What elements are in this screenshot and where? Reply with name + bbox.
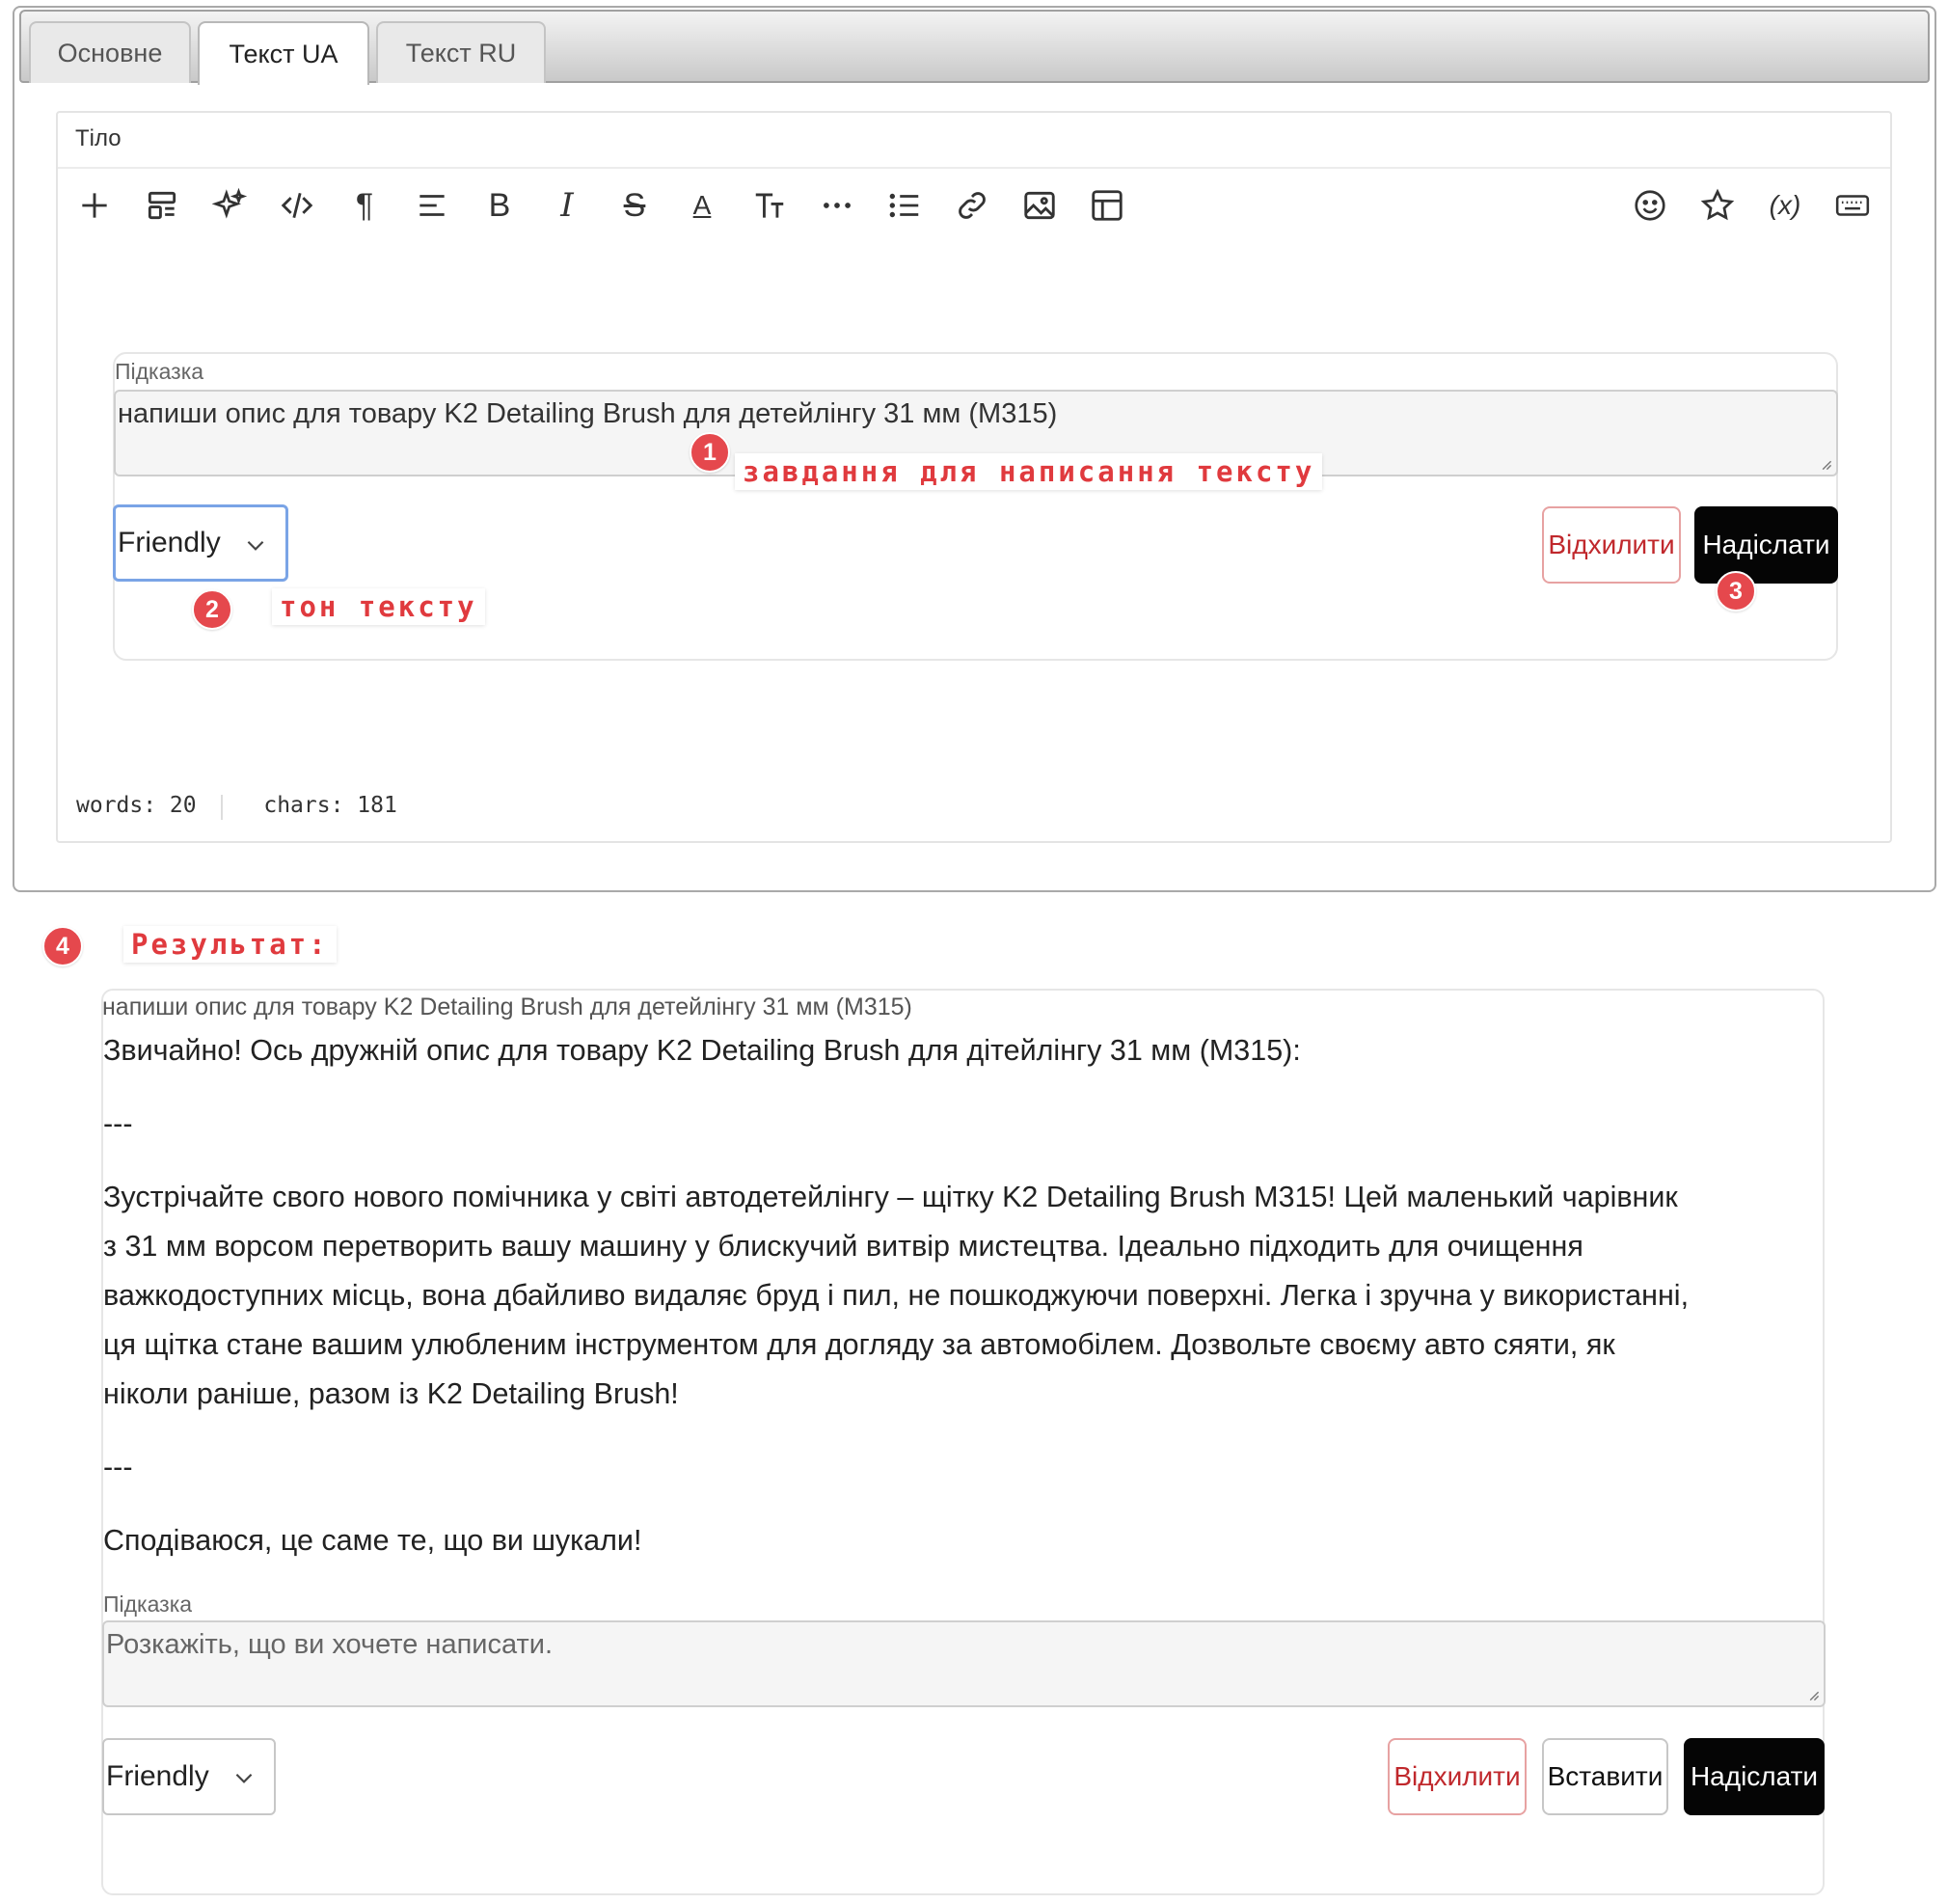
annotation-result: Результат: xyxy=(123,926,337,963)
counter-divider xyxy=(221,795,223,820)
table-icon[interactable] xyxy=(1083,181,1131,230)
keyboard-icon[interactable] xyxy=(1828,181,1877,230)
ai-sparkle-icon[interactable] xyxy=(205,181,254,230)
list-icon[interactable] xyxy=(880,181,929,230)
result-tone-select[interactable] xyxy=(102,1738,276,1815)
prompt-text: напиши опис для товару K2 Detailing Brush для детейлінгу 31 мм (M315) xyxy=(118,398,1058,429)
words-count: words: 20 xyxy=(76,793,197,818)
result-send-button[interactable]: Надіслати xyxy=(1684,1738,1825,1815)
bold-icon[interactable] xyxy=(475,181,524,230)
result-prompt-placeholder: Розкажіть, що ви хочете написати. xyxy=(106,1629,554,1660)
result-body-line: ця щітка стане вашим улюбленим інструментом для догляду за автомобілем. Дозвольте своєму авто сяяти, як xyxy=(103,1328,1615,1361)
strikethrough-icon[interactable] xyxy=(610,181,659,230)
result-body-line: важкодоступних місць, вона дбайливо видаляє бруд і пил, не пошкоджуючи поверхні. Легка і зручна у використанні, xyxy=(103,1279,1690,1312)
annotation-prompt-task: завдання для написання тексту xyxy=(735,453,1322,490)
star-icon[interactable] xyxy=(1693,181,1742,230)
paragraph-glyph: ¶ xyxy=(355,186,374,224)
result-reject-button[interactable]: Відхилити xyxy=(1388,1738,1527,1815)
result-separator: --- xyxy=(103,1451,133,1483)
word-counter xyxy=(76,793,397,818)
tone-select[interactable] xyxy=(113,504,288,582)
paragraph-icon[interactable] xyxy=(340,181,389,230)
annotation-badge-2: 2 xyxy=(192,589,232,630)
block-template-icon[interactable] xyxy=(138,181,186,230)
result-body-line: ніколи раніше, разом із K2 Detailing Brush! xyxy=(103,1377,679,1410)
font-color-icon[interactable] xyxy=(678,181,726,230)
resize-grip-icon[interactable] xyxy=(1806,1688,1820,1701)
align-icon[interactable] xyxy=(408,181,456,230)
resize-grip-icon[interactable] xyxy=(1819,457,1832,471)
chevron-down-icon xyxy=(231,1765,257,1790)
tab-text-ru[interactable]: Текст RU xyxy=(376,21,546,83)
image-icon[interactable] xyxy=(1015,181,1064,230)
code-icon[interactable] xyxy=(273,181,321,230)
plus-icon[interactable] xyxy=(70,181,119,230)
more-icon[interactable] xyxy=(813,181,861,230)
chars-count: chars: 181 xyxy=(263,793,397,818)
result-tone-value: Friendly xyxy=(106,1760,209,1792)
result-prompt-label: Підказка xyxy=(103,1591,193,1617)
result-body-line: з 31 мм ворсом перетворить вашу машину у блискучий витвір мистецтва. Ідеально підходить для очищення xyxy=(103,1230,1583,1263)
editor-field-label: Тіло xyxy=(75,125,122,151)
send-button[interactable]: Надіслати xyxy=(1694,506,1838,584)
editor-divider xyxy=(58,167,1890,169)
result-closing: Сподіваюся, це саме те, що ви шукали! xyxy=(103,1524,642,1557)
annotation-badge-1: 1 xyxy=(690,432,730,473)
variable-icon[interactable] xyxy=(1761,181,1809,230)
annotation-badge-3: 3 xyxy=(1716,571,1756,612)
result-intro: Звичайно! Ось дружній опис для товару K2 Detailing Brush для дітейлінгу 31 мм (M315): xyxy=(103,1034,1301,1067)
reject-button[interactable]: Відхилити xyxy=(1542,506,1681,584)
link-icon[interactable] xyxy=(948,181,996,230)
italic-glyph: I xyxy=(560,186,574,225)
annotation-badge-4: 4 xyxy=(42,926,83,966)
tab-text-ua[interactable]: Текст UA xyxy=(198,21,369,85)
variable-glyph: (x) xyxy=(1769,190,1801,220)
annotation-tone: тон тексту xyxy=(272,588,485,625)
italic-icon[interactable] xyxy=(543,181,591,230)
prompt-label: Підказка xyxy=(115,359,204,384)
tab-basic[interactable]: Основне xyxy=(29,21,191,83)
result-body xyxy=(103,1173,1829,1419)
emoji-icon[interactable] xyxy=(1626,181,1674,230)
chevron-down-icon xyxy=(243,532,268,558)
result-body-line: Зустрічайте свого нового помічника у світі автодетейлінгу – щітку K2 Detailing Brush M315! Цей маленький чарівник xyxy=(103,1181,1678,1213)
bold-glyph: B xyxy=(488,186,511,224)
result-prompt-textarea[interactable] xyxy=(102,1620,1826,1707)
font-size-icon[interactable] xyxy=(745,181,794,230)
result-prompt-echo: напиши опис для товару K2 Detailing Brush для детейлінгу 31 мм (M315) xyxy=(102,993,912,1020)
tone-select-value: Friendly xyxy=(118,527,221,558)
font-color-glyph: A xyxy=(692,190,712,220)
result-separator: --- xyxy=(103,1107,133,1140)
strike-glyph: S xyxy=(623,186,646,224)
insert-button[interactable]: Вставити xyxy=(1542,1738,1668,1815)
